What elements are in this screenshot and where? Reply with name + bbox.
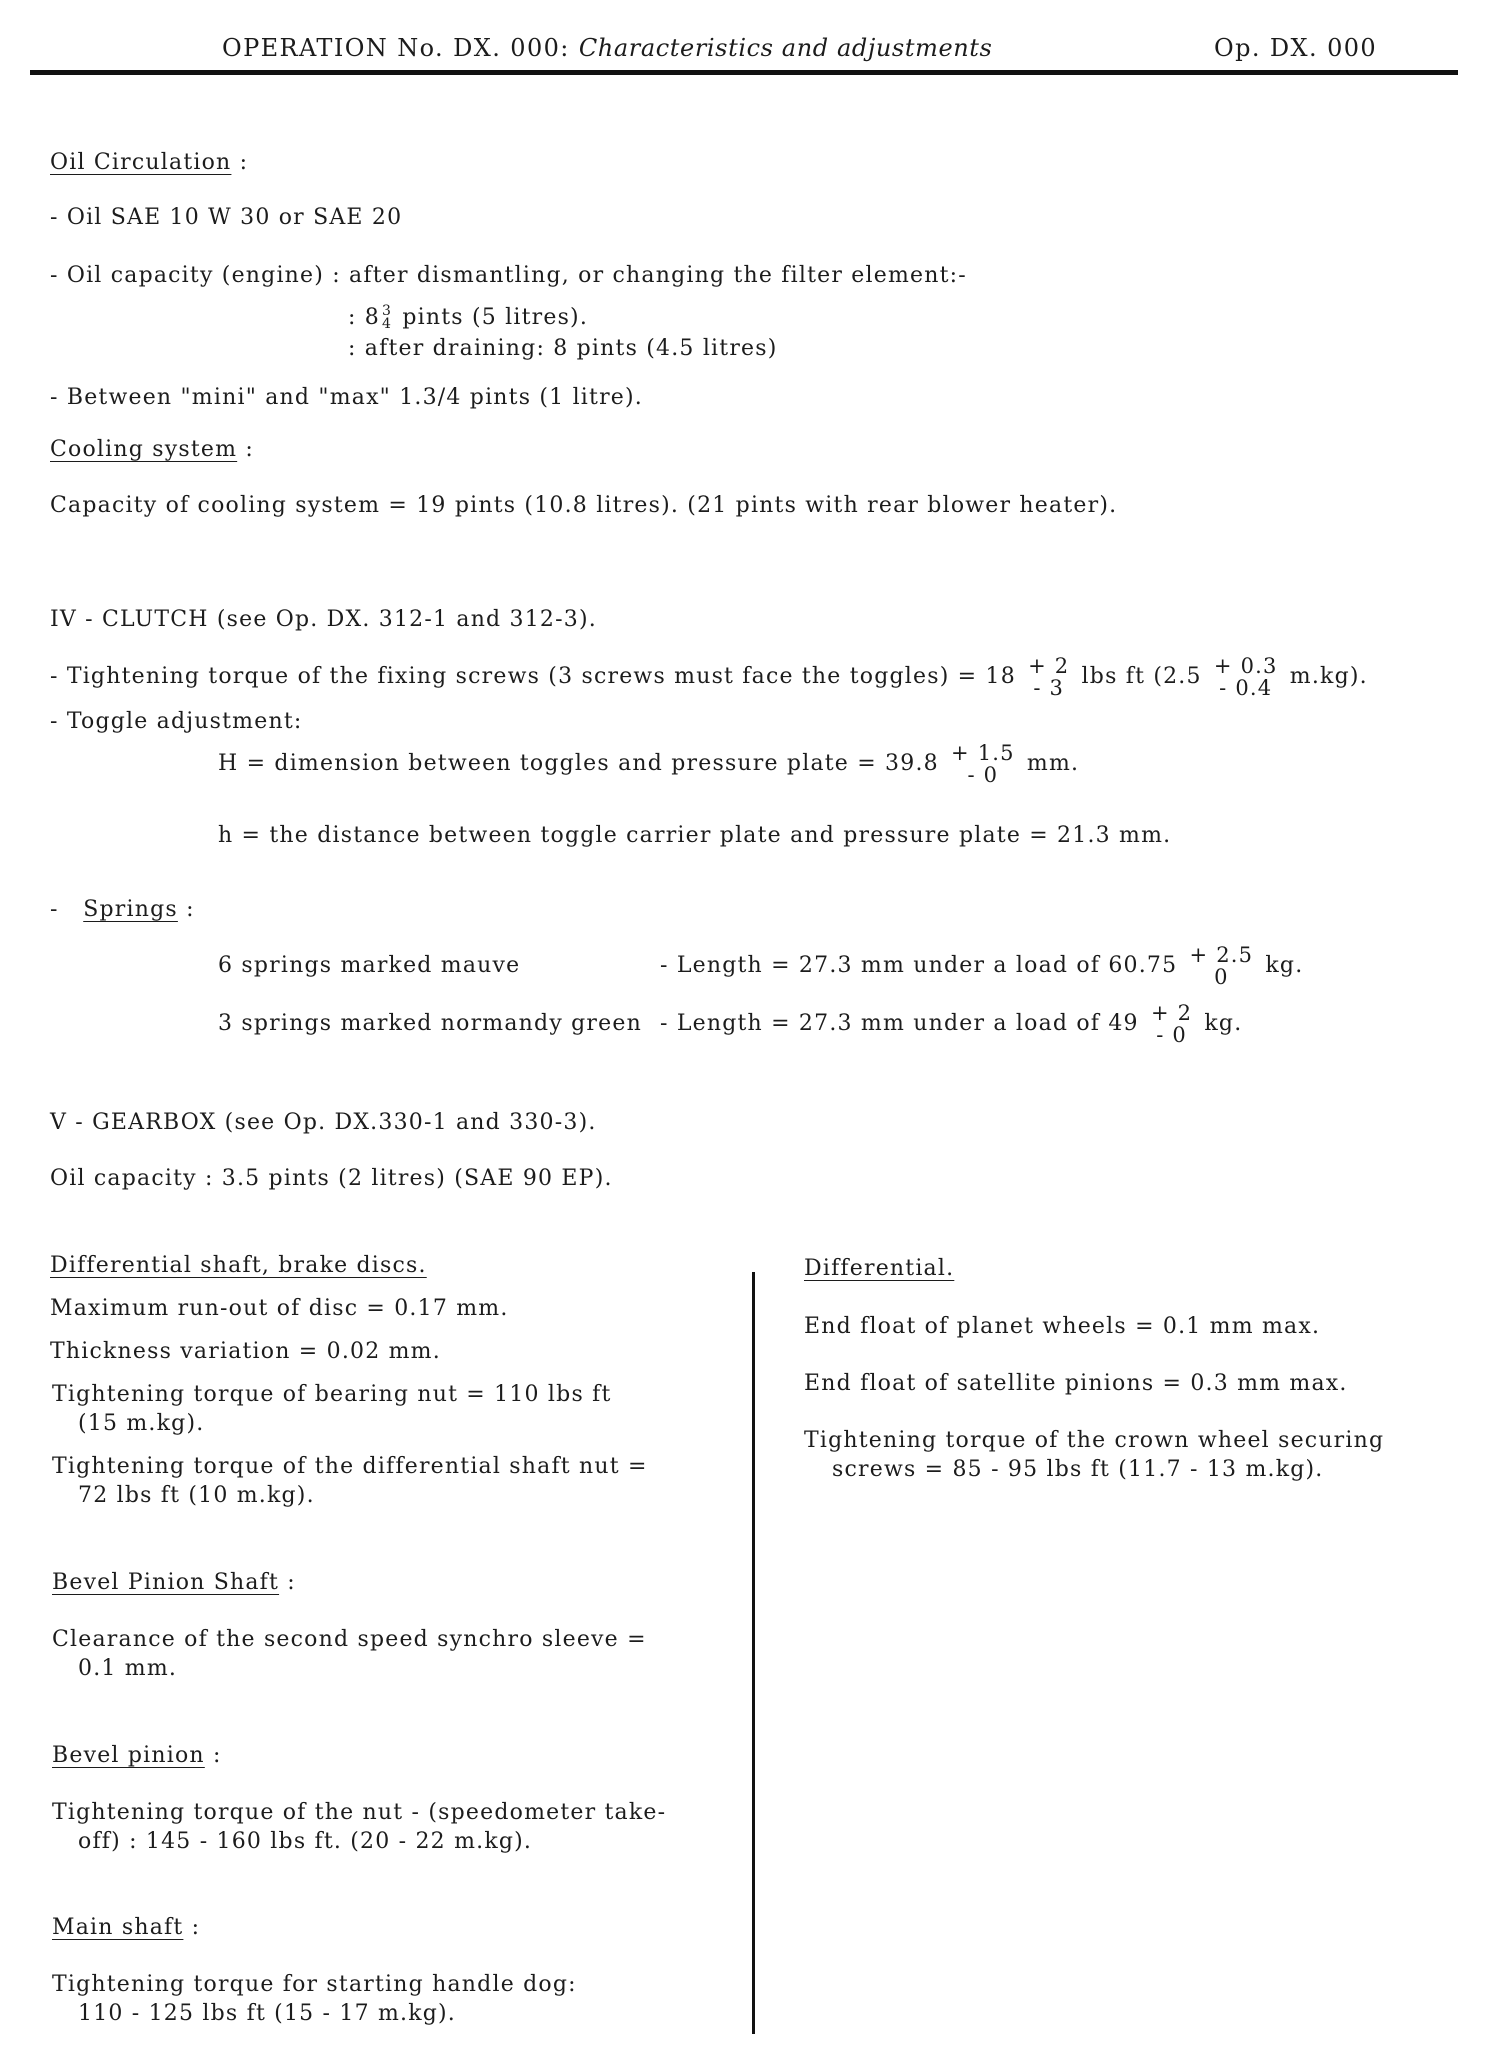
toggle-dimension-h: h = the distance between toggle carrier plate and pressure plate = 21.3 mm. bbox=[218, 823, 1172, 848]
thickness-variation: Thickness variation = 0.02 mm. bbox=[50, 1339, 441, 1364]
header-rule bbox=[30, 70, 1458, 75]
starting-handle-dog-torque-2: 110 - 125 lbs ft (15 - 17 m.kg). bbox=[78, 2001, 457, 2026]
cooling-system-heading: Cooling system : bbox=[50, 437, 254, 462]
oil-grade: - Oil SAE 10 W 30 or SAE 20 bbox=[50, 205, 403, 230]
satellite-pinions-end-float: End float of satellite pinions = 0.3 mm max. bbox=[804, 1371, 1348, 1396]
spring-green-spec: - Length = 27.3 mm under a load of 49 + 2 - 0 kg. bbox=[660, 1001, 1243, 1047]
tolerance-spring-mauve: + 2.5 0 bbox=[1189, 943, 1254, 989]
diff-shaft-nut-torque-2: 72 lbs ft (10 m.kg). bbox=[78, 1483, 315, 1508]
spring-mauve-name: 6 springs marked mauve bbox=[218, 953, 521, 978]
toggle-adjustment-label: - Toggle adjustment: bbox=[50, 709, 303, 734]
main-shaft-heading: Main shaft : bbox=[52, 1915, 201, 1940]
gearbox-section-title: V - GEARBOX (see Op. DX.330-1 and 330-3). bbox=[50, 1110, 597, 1135]
op-reference: Op. DX. 000 bbox=[1214, 34, 1378, 62]
oil-capacity-engine: - Oil capacity (engine) : after dismantling, or changing the filter element:- bbox=[50, 263, 967, 288]
oil-capacity-filter: : 8 3 4 pints (5 litres). bbox=[348, 303, 589, 332]
gearbox-oil-capacity: Oil capacity : 3.5 pints (2 litres) (SAE 90 EP). bbox=[50, 1166, 613, 1191]
springs-heading: - Springs : bbox=[50, 897, 195, 922]
spring-green-name: 3 springs marked normandy green bbox=[218, 1011, 642, 1036]
synchro-sleeve-clearance-1: Clearance of the second speed synchro sleeve = bbox=[52, 1627, 647, 1652]
clutch-fixing-screws-torque: - Tightening torque of the fixing screws (3 screws must face the toggles) = 18 + 2 - 3 lbs ft (2.5 + 0.3 - 0.4 m.kg). bbox=[50, 654, 1368, 700]
planet-wheels-end-float: End float of planet wheels = 0.1 mm max. bbox=[804, 1314, 1321, 1339]
cooling-capacity: Capacity of cooling system = 19 pints (10.8 litres). (21 pints with rear blower heater). bbox=[50, 493, 1118, 518]
diff-shaft-nut-torque-1: Tightening torque of the differential shaft nut = bbox=[52, 1454, 648, 1479]
synchro-sleeve-clearance-2: 0.1 mm. bbox=[78, 1656, 178, 1681]
disc-runout: Maximum run-out of disc = 0.17 mm. bbox=[50, 1296, 509, 1321]
oil-capacity-draining: : after draining: 8 pints (4.5 litres) bbox=[348, 336, 778, 361]
differential-heading: Differential. bbox=[804, 1256, 955, 1281]
bevel-pinion-shaft-heading: Bevel Pinion Shaft : bbox=[52, 1570, 296, 1595]
oil-mini-max: - Between "mini" and "max" 1.3/4 pints (1 litre). bbox=[50, 385, 643, 410]
column-divider bbox=[752, 1272, 755, 2034]
operation-header bbox=[222, 34, 992, 62]
bearing-nut-torque-1: Tightening torque of bearing nut = 110 lbs ft bbox=[52, 1382, 612, 1407]
speedometer-nut-torque-2: off) : 145 - 160 lbs ft. (20 - 22 m.kg). bbox=[78, 1829, 533, 1854]
tolerance-torque-mkg: + 0.3 - 0.4 bbox=[1213, 654, 1278, 700]
operation-number: OPERATION No. DX. 000: bbox=[222, 34, 570, 62]
crown-wheel-torque-1: Tightening torque of the crown wheel securing bbox=[804, 1428, 1385, 1453]
bevel-pinion-heading: Bevel pinion : bbox=[52, 1743, 222, 1768]
operation-title: Characteristics and adjustments bbox=[578, 34, 993, 62]
starting-handle-dog-torque-1: Tightening torque for starting handle dog: bbox=[52, 1972, 577, 1997]
clutch-section-title: IV - CLUTCH (see Op. DX. 312-1 and 312-3). bbox=[50, 607, 597, 632]
oil-circulation-heading: Oil Circulation : bbox=[50, 150, 249, 175]
tolerance-spring-green: + 2 - 0 bbox=[1150, 1001, 1193, 1047]
crown-wheel-torque-2: screws = 85 - 95 lbs ft (11.7 - 13 m.kg). bbox=[832, 1457, 1324, 1482]
speedometer-nut-torque-1: Tightening torque of the nut - (speedometer take- bbox=[52, 1800, 667, 1825]
fraction-three-quarters: 3 4 bbox=[382, 303, 393, 332]
spring-mauve-spec: - Length = 27.3 mm under a load of 60.75 + 2.5 0 kg. bbox=[660, 943, 1304, 989]
tolerance-torque-lbs: + 2 - 3 bbox=[1028, 654, 1070, 700]
differential-shaft-heading: Differential shaft, brake discs. bbox=[50, 1253, 427, 1278]
toggle-dimension-H: H = dimension between toggles and pressure plate = 39.8 + 1.5 - 0 mm. bbox=[218, 741, 1080, 787]
tolerance-H: + 1.5 - 0 bbox=[951, 741, 1015, 787]
bearing-nut-torque-2: (15 m.kg). bbox=[78, 1411, 205, 1436]
